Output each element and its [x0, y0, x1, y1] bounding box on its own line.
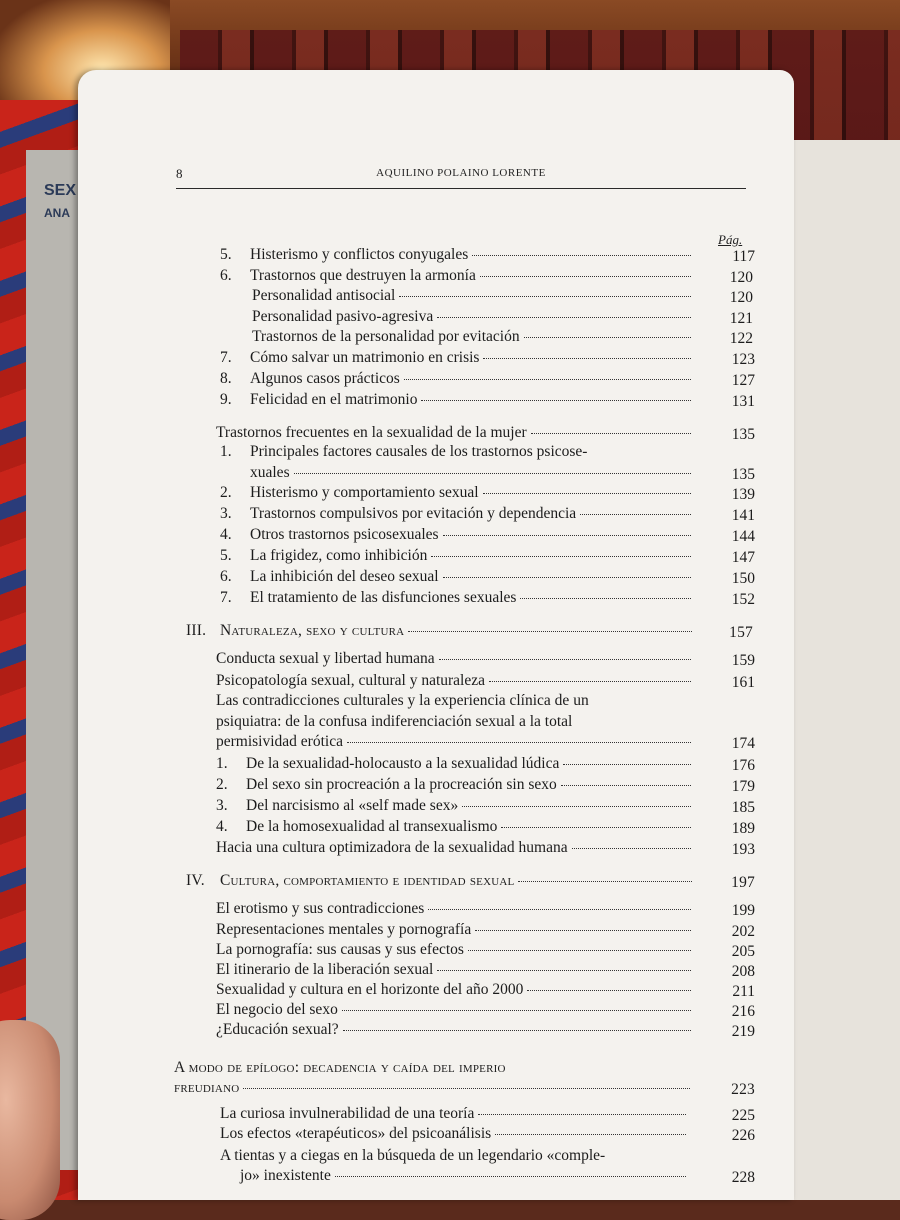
toc-entry-title: Principales factores causales de los trastornos psicose-	[250, 443, 588, 460]
toc-entry-title: Naturaleza, sexo y cultura	[220, 622, 405, 639]
toc-entry-number: 6.	[220, 267, 232, 284]
dot-leader	[563, 764, 691, 765]
toc-entry	[220, 1105, 755, 1124]
dot-leader	[480, 276, 691, 277]
toc-entry	[220, 267, 753, 286]
toc-entry	[186, 872, 755, 891]
toc-entry-title: Hacia una cultura optimizadora de la sexualidad humana	[216, 839, 568, 856]
toc-entry-title: A modo de epílogo: decadencia y caída del imperio	[174, 1059, 506, 1076]
toc-entry-title: permisividad erótica	[216, 733, 343, 750]
toc-entry	[216, 941, 755, 960]
toc-entry	[220, 547, 755, 566]
dot-leader	[520, 598, 691, 599]
toc-entry-title: La curiosa invulnerabilidad de una teoría	[220, 1105, 475, 1122]
toc-entry	[220, 1125, 755, 1144]
toc-entry-page: 152	[731, 591, 755, 608]
toc-entry-title: A tientas y a ciegas en la búsqueda de un legendario «comple-	[220, 1147, 606, 1164]
toc-entry-number: 1.	[216, 755, 228, 772]
toc-entry-title: La inhibición del deseo sexual	[250, 568, 439, 585]
toc-entry-title: El tratamiento de las disfunciones sexuales	[250, 589, 517, 606]
dot-leader	[489, 681, 691, 682]
dot-leader	[483, 493, 691, 494]
toc-entry-page: 223	[731, 1081, 755, 1098]
toc-entry-page: 189	[731, 820, 755, 837]
toc-entry-title: Conducta sexual y libertad humana	[216, 650, 435, 667]
dot-leader	[501, 827, 691, 828]
toc-entry	[216, 900, 755, 919]
toc-entry	[240, 1167, 755, 1186]
toc-entry-title: Algunos casos prácticos	[250, 370, 400, 387]
toc-entry	[220, 391, 755, 410]
toc-entry-page: 197	[731, 874, 755, 891]
toc-entry	[216, 776, 755, 795]
toc-entry-title: Trastornos de la personalidad por evitación	[252, 328, 520, 345]
toc-entry-number: 7.	[220, 349, 232, 366]
toc-entry-title: El erotismo y sus contradicciones	[216, 900, 425, 917]
toc-entry-number: III.	[186, 622, 207, 639]
dot-leader	[343, 1030, 691, 1031]
toc-entry	[220, 589, 755, 608]
toc-entry-page: 176	[731, 757, 755, 774]
toc-entry-title: De la homosexualidad al transexualismo	[246, 818, 498, 835]
toc-entry-number: 3.	[220, 505, 232, 522]
toc-entry-number: 6.	[220, 568, 232, 585]
toc-entry-title: La pornografía: sus causas y sus efectos	[216, 941, 464, 958]
toc-entry-title: Cultura, comportamiento e identidad sexual	[220, 872, 515, 889]
toc-entry-number: 5.	[220, 547, 232, 564]
toc-entry-page: 225	[731, 1107, 755, 1124]
toc-entry-page: 117	[732, 248, 755, 265]
toc-entry	[220, 443, 695, 461]
toc-entry-number: 5.	[220, 246, 232, 263]
toc-entry-title: Histerismo y comportamiento sexual	[250, 484, 479, 501]
toc-entry	[216, 733, 755, 752]
toc-entry-page: 179	[731, 778, 755, 795]
toc-entry-page: 135	[731, 426, 755, 443]
toc-entry	[216, 797, 755, 816]
toc-entry-number: 3.	[216, 797, 228, 814]
dot-leader	[294, 473, 691, 474]
dot-leader	[428, 909, 691, 910]
toc-entry-page: 228	[731, 1169, 755, 1186]
toc-entry-title: xuales	[250, 464, 290, 481]
toc-entry	[250, 464, 755, 483]
toc-entry-page: 122	[729, 330, 753, 347]
toc-entry-title: Las contradicciones culturales y la experiencia clínica de un	[216, 692, 589, 709]
toc-entry-number: 7.	[220, 589, 232, 606]
page-number: 8	[176, 166, 183, 181]
dot-leader	[527, 990, 691, 991]
toc-entry-title: Del sexo sin procreación a la procreación sin sexo	[246, 776, 557, 793]
toc-entry	[216, 713, 695, 731]
toc-entry-title: De la sexualidad-holocausto a la sexualidad lúdica	[246, 755, 560, 772]
toc-entry-page: 131	[731, 393, 755, 410]
toc-entry	[216, 839, 755, 858]
toc-entry-number: IV.	[186, 872, 205, 889]
back-book-title-line-2: ANA	[44, 206, 70, 220]
toc-entry-page: 135	[731, 466, 755, 483]
toc-entry-page: 120	[729, 289, 753, 306]
toc-entry	[186, 622, 753, 641]
toc-entry-page: 157	[729, 624, 753, 641]
toc-entry-page: 226	[731, 1127, 755, 1144]
dot-leader	[483, 358, 691, 359]
toc-entry-page: 208	[731, 963, 755, 980]
toc-entry-page: 141	[731, 507, 755, 524]
toc-entry	[216, 672, 755, 691]
toc-entry-page: 174	[731, 735, 755, 752]
toc-entry	[216, 818, 755, 837]
toc-entry-number: 9.	[220, 391, 232, 408]
toc-entry	[216, 981, 755, 1000]
toc-entry	[216, 961, 755, 980]
toc-entry-title: La frigidez, como inhibición	[250, 547, 428, 564]
toc-entry-title: Felicidad en el matrimonio	[250, 391, 418, 408]
toc-entry	[216, 755, 755, 774]
toc-entry	[252, 308, 753, 327]
dot-leader	[437, 317, 691, 318]
toc-entry	[220, 1147, 690, 1165]
dot-leader	[561, 785, 691, 786]
toc-entry-page: 219	[731, 1023, 755, 1040]
dot-leader	[472, 255, 691, 256]
dot-leader	[475, 930, 691, 931]
dot-leader	[468, 950, 691, 951]
dot-leader	[439, 659, 691, 660]
toc-entry	[220, 526, 755, 545]
toc-entry	[220, 246, 755, 265]
toc-entry	[216, 1001, 755, 1020]
toc-entry-title: Sexualidad y cultura en el horizonte del año 2000	[216, 981, 524, 998]
toc-entry-title: Trastornos frecuentes en la sexualidad de la mujer	[216, 424, 527, 441]
toc-entry	[216, 1021, 755, 1040]
toc-entry	[216, 424, 755, 443]
toc-entry-number: 2.	[220, 484, 232, 501]
toc-entry-number: 8.	[220, 370, 232, 387]
toc-entry	[220, 349, 755, 368]
toc-entry-page: 205	[731, 943, 755, 960]
toc-entry	[174, 1079, 755, 1098]
dot-leader	[347, 742, 691, 743]
thumb	[0, 1020, 60, 1220]
toc-entry-page: 120	[729, 269, 753, 286]
toc-entry-number: 2.	[216, 776, 228, 793]
toc-entry-number: 4.	[220, 526, 232, 543]
back-book-title-line-1: SEX	[44, 182, 77, 199]
dot-leader	[580, 514, 691, 515]
toc-entry-page: 193	[731, 841, 755, 858]
dot-leader	[243, 1088, 690, 1089]
toc-entry-title: El negocio del sexo	[216, 1001, 338, 1018]
toc-entry	[220, 484, 755, 503]
dot-leader	[478, 1114, 686, 1115]
toc-entry	[174, 1059, 694, 1077]
toc-entry-page: 159	[731, 652, 755, 669]
page-column-label: Pág.	[718, 232, 743, 247]
toc-entry-page: 216	[731, 1003, 755, 1020]
toc-entry-title: Histerismo y conflictos conyugales	[250, 246, 469, 263]
toc-entry-page: 144	[731, 528, 755, 545]
dot-leader	[443, 577, 691, 578]
dot-leader	[572, 848, 691, 849]
toc-entry-title: freudiano	[174, 1079, 240, 1096]
toc-entry-page: 121	[729, 310, 753, 327]
dot-leader	[431, 556, 691, 557]
toc-entry-page: 139	[731, 486, 755, 503]
facing-page	[790, 140, 900, 1200]
dot-leader	[335, 1176, 686, 1177]
dot-leader	[421, 400, 691, 401]
toc-entry-page: 150	[731, 570, 755, 587]
toc-entry	[220, 568, 755, 587]
toc-entry	[252, 328, 753, 347]
dot-leader	[408, 631, 692, 632]
toc-entry-title: Cómo salvar un matrimonio en crisis	[250, 349, 480, 366]
dot-leader	[495, 1134, 686, 1135]
dot-leader	[404, 379, 691, 380]
toc-entry	[216, 921, 755, 940]
toc-entry	[220, 505, 755, 524]
toc-entry-title: Trastornos compulsivos por evitación y dependencia	[250, 505, 577, 522]
toc-entry-page: 211	[732, 983, 755, 1000]
toc-entry-page: 161	[731, 674, 755, 691]
toc-entry-page: 199	[731, 902, 755, 919]
toc-entry-title: Los efectos «terapéuticos» del psicoanálisis	[220, 1125, 492, 1142]
toc-entry	[252, 287, 753, 306]
toc-entry-title: Personalidad antisocial	[252, 287, 396, 304]
toc-entry-page: 185	[731, 799, 755, 816]
dot-leader	[342, 1010, 691, 1011]
page-header	[176, 166, 746, 189]
toc-entry-title: Psicopatología sexual, cultural y naturaleza	[216, 672, 486, 689]
toc-entry-page: 147	[731, 549, 755, 566]
toc-entry	[216, 692, 695, 710]
toc-entry-title: El itinerario de la liberación sexual	[216, 961, 434, 978]
toc-entry-title: ¿Educación sexual?	[216, 1021, 339, 1038]
toc-entry-page: 123	[731, 351, 755, 368]
dot-leader	[524, 337, 691, 338]
dot-leader	[443, 535, 691, 536]
toc-entry-title: Del narcisismo al «self made sex»	[246, 797, 459, 814]
toc-entry-page: 127	[731, 372, 755, 389]
back-book-title	[44, 180, 76, 224]
dot-leader	[518, 881, 692, 882]
toc-entry-title: jo» inexistente	[240, 1167, 331, 1184]
running-head: AQUILINO POLAINO LORENTE	[376, 167, 546, 179]
dot-leader	[437, 970, 691, 971]
dot-leader	[531, 433, 691, 434]
toc-entry-number: 4.	[216, 818, 228, 835]
toc-entry-title: Trastornos que destruyen la armonía	[250, 267, 476, 284]
dot-leader	[462, 806, 691, 807]
toc-entry-title: Personalidad pasivo-agresiva	[252, 308, 434, 325]
toc-entry-number: 1.	[220, 443, 232, 460]
toc-entry-title: Otros trastornos psicosexuales	[250, 526, 439, 543]
toc-entry-title: psiquiatra: de la confusa indiferenciación sexual a la total	[216, 713, 573, 730]
toc-entry	[220, 370, 755, 389]
toc-entry	[216, 650, 755, 669]
toc-entry-page: 202	[731, 923, 755, 940]
dot-leader	[399, 296, 691, 297]
toc-entry-title: Representaciones mentales y pornografía	[216, 921, 472, 938]
